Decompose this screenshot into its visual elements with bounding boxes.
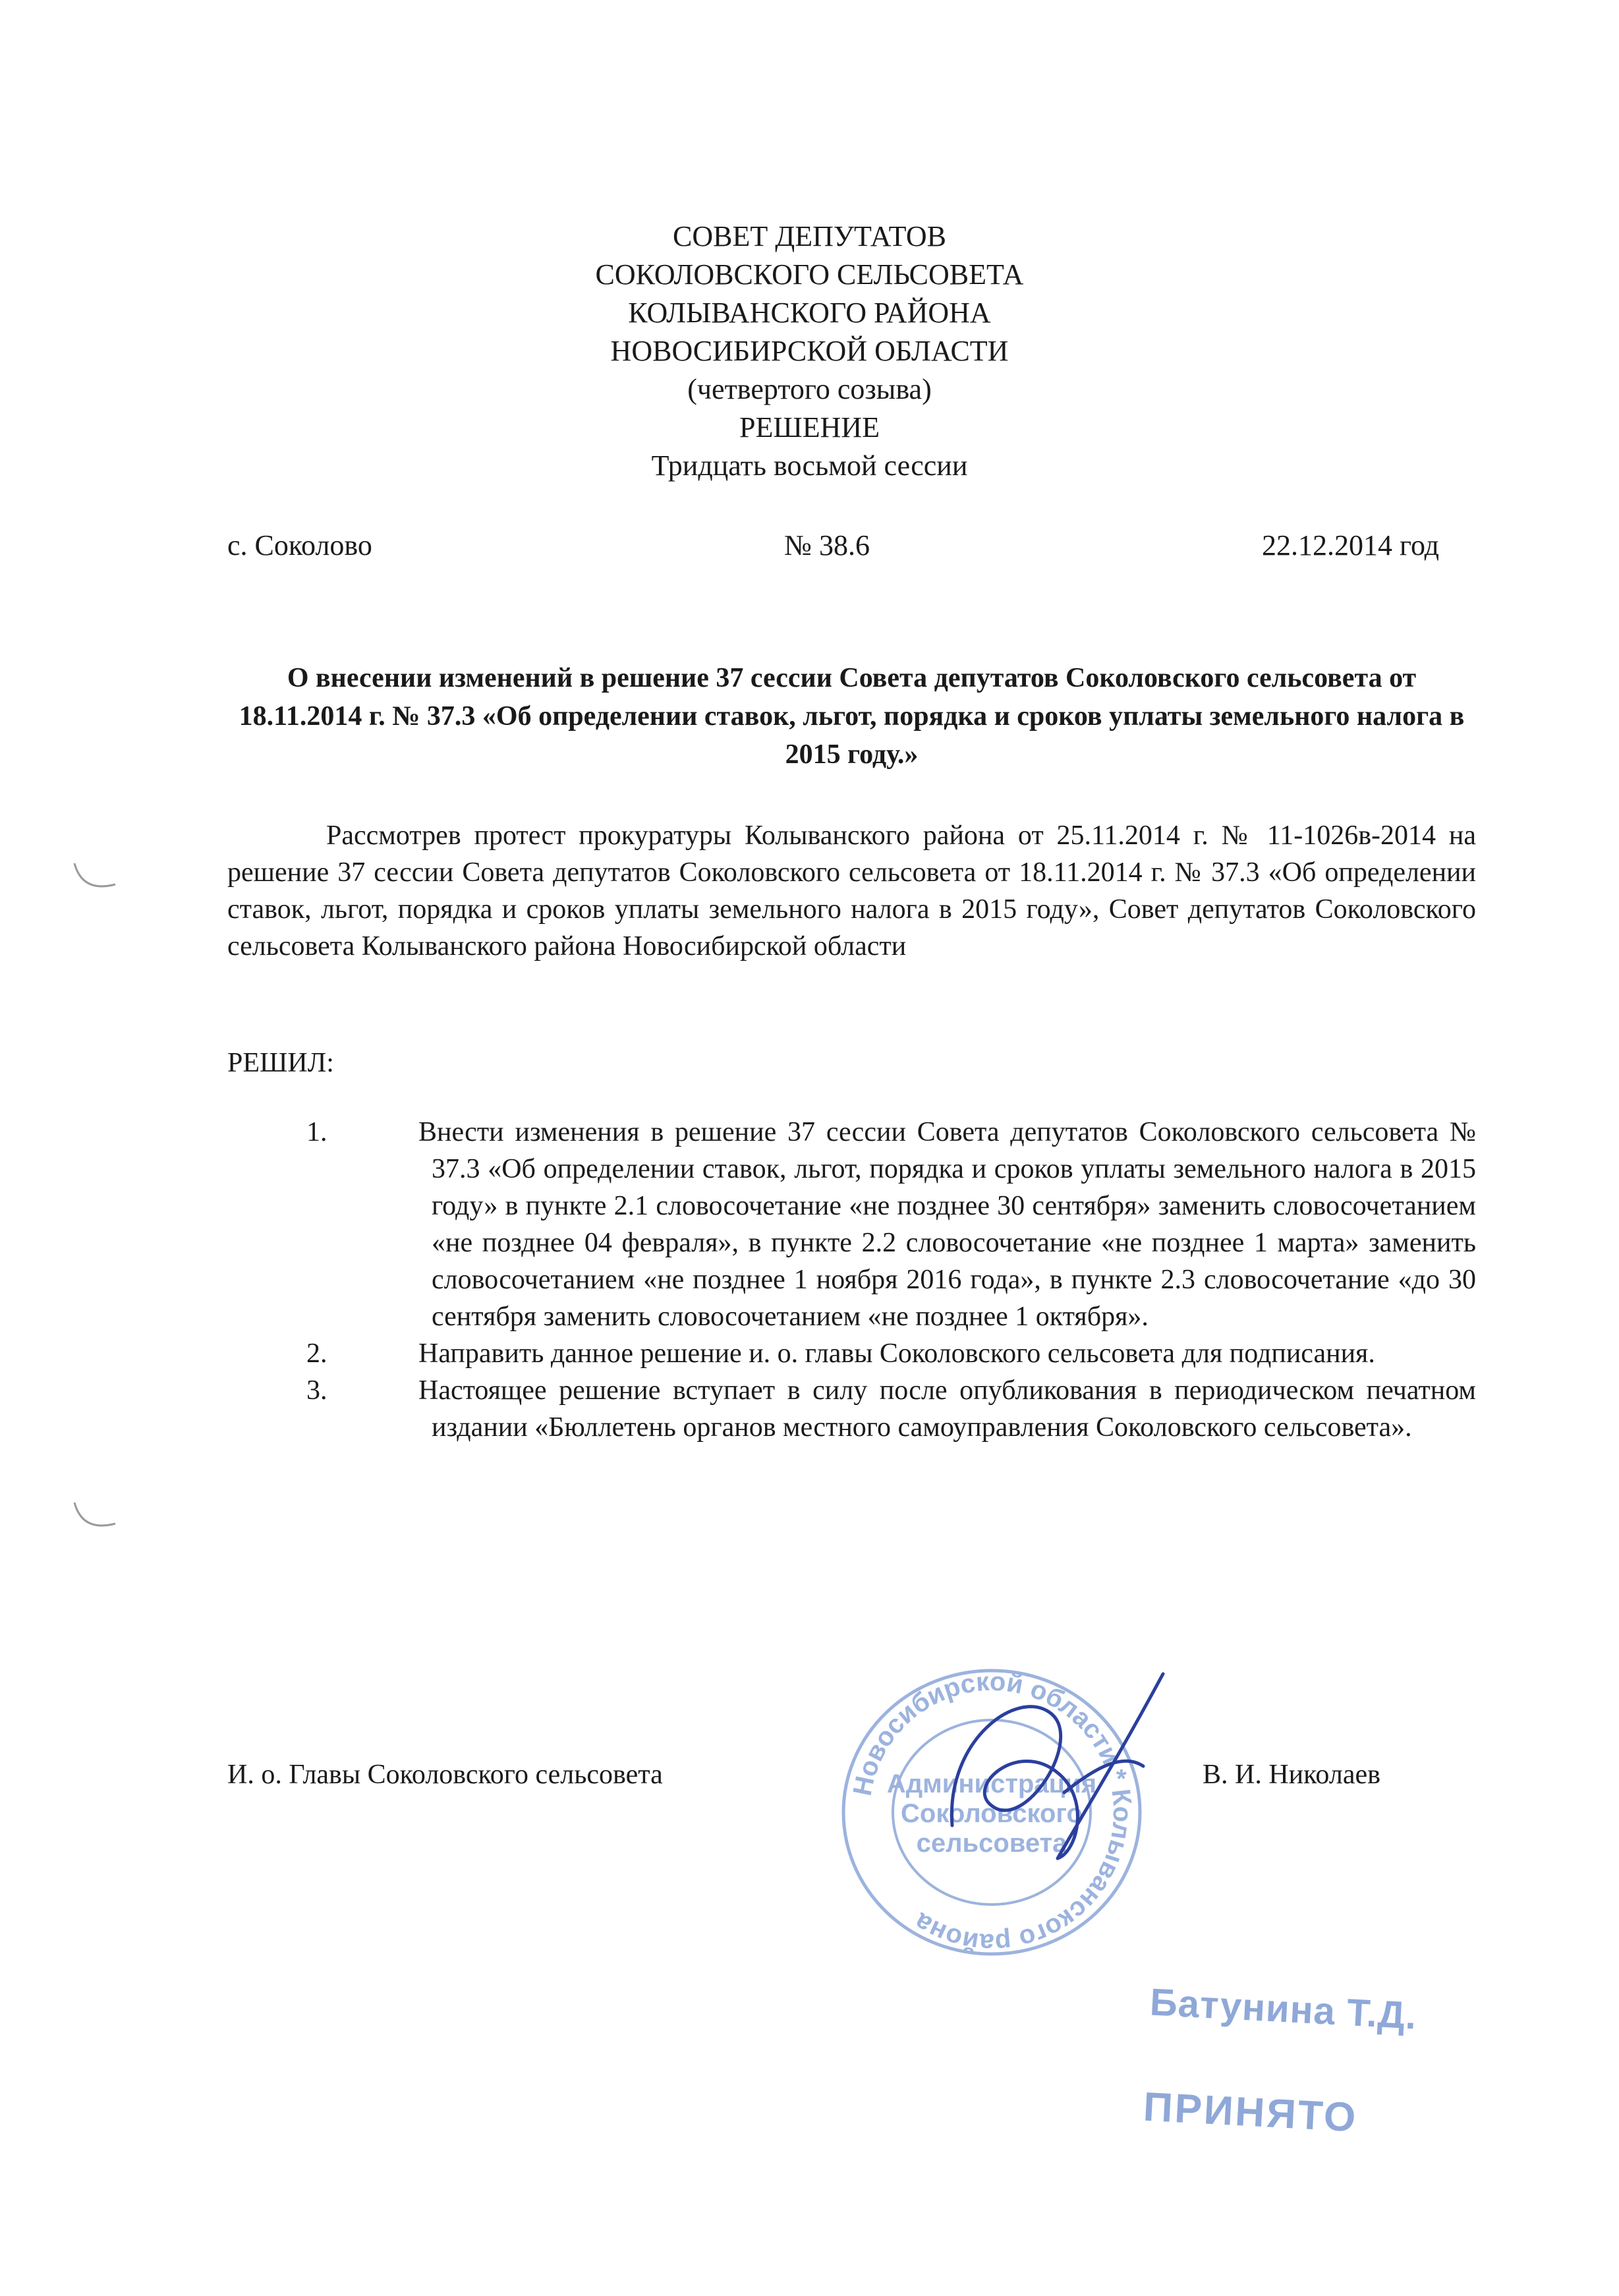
item-number: 1. — [306, 1117, 327, 1147]
decision-number: № 38.6 — [784, 529, 870, 561]
header-line: РЕШЕНИЕ — [739, 411, 880, 444]
handwritten-signature-icon — [926, 1661, 1176, 1878]
signatory-name: В. И. Николаев — [1203, 1760, 1380, 1790]
svg-text:Администрация: Администрация — [886, 1769, 1097, 1798]
decision-date: 22.12.2014 год — [1262, 529, 1440, 561]
punch-hole-mark — [69, 1496, 122, 1535]
item-number: 2. — [306, 1338, 327, 1369]
header-line: СОКОЛОВСКОГО СЕЛЬСОВЕТА — [595, 258, 1024, 291]
list-item — [227, 1114, 1476, 1335]
header-line: СОВЕТ ДЕПУТАТОВ — [672, 220, 947, 252]
svg-text:Новосибирской области * Колыва: Новосибирской области * Колыванского района — [847, 1667, 1137, 1958]
svg-text:Соколовского: Соколовского — [901, 1799, 1083, 1828]
signatory-position: И. о. Главы Соколовского сельсовета — [227, 1760, 663, 1790]
decision-subject: О внесении изменений в решение 37 сессии Совета депутатов Соколовского сельсовета от 18.11.2014 г. № 37.3 «Об определении ставок, льгот, порядка и сроков уплаты земельного налога в 2015 году.» — [239, 663, 1465, 770]
header-line: КОЛЫВАНСКОГО РАЙОНА — [628, 297, 991, 329]
stamp-accepted: ПРИНЯТО — [1142, 2084, 1359, 2141]
decision-place: с. Соколово — [227, 529, 372, 561]
stamp-name: Батунина Т.Д. — [1149, 1980, 1419, 2038]
resolution-items — [227, 1114, 1476, 1446]
header-line: НОВОСИБИРСКОЙ ОБЛАСТИ — [610, 335, 1009, 367]
item-text: Направить данное решение и. о. главы Соколовского сельсовета для подписания. — [418, 1338, 1375, 1369]
header-line: Тридцать восьмой сессии — [651, 449, 968, 482]
resolved-label: РЕШИЛ: — [227, 1048, 334, 1078]
document-header — [0, 217, 1619, 485]
list-item — [227, 1372, 1476, 1446]
punch-hole-mark — [69, 857, 122, 896]
header-line: (четвертого созыва) — [687, 373, 932, 405]
svg-text:сельсовета: сельсовета — [916, 1829, 1067, 1858]
preamble-paragraph: Рассмотрев протест прокуратуры Колыванского района от 25.11.2014 г. № 11-1026в-2014 на решение 37 сессии Совета депутатов Соколовского сельсовета от 18.11.2014 г. № 37.3 «Об определении ставок, льгот, порядка и сроков уплаты земельного налога в 2015 году», Совет депутатов Соколовского сельсовета Колыванского района Новосибирской области — [227, 820, 1476, 961]
list-item — [227, 1335, 1476, 1372]
item-text: Настоящее решение вступает в силу после опубликования в периодическом печатном издании «Бюллетень органов местного самоуправления Соколовского сельсовета». — [418, 1375, 1476, 1443]
item-number: 3. — [306, 1375, 327, 1406]
item-text: Внести изменения в решение 37 сессии Совета депутатов Соколовского сельсовета № 37.3 «Об определении ставок, льгот, порядка и сроков уплаты земельного налога в 2015 году» в пункте 2.1 словосочетание «не позднее 30 сентября» заменить словосочетанием «не позднее 04 февраля», в пункте 2.2 словосочетание «не позднее 1 марта» заменить словосочетанием «не позднее 1 ноября 2016 года», в пункте 2.3 словосочетание «до 30 сентября заменить словосочетанием «не позднее 1 октября». — [418, 1117, 1476, 1332]
